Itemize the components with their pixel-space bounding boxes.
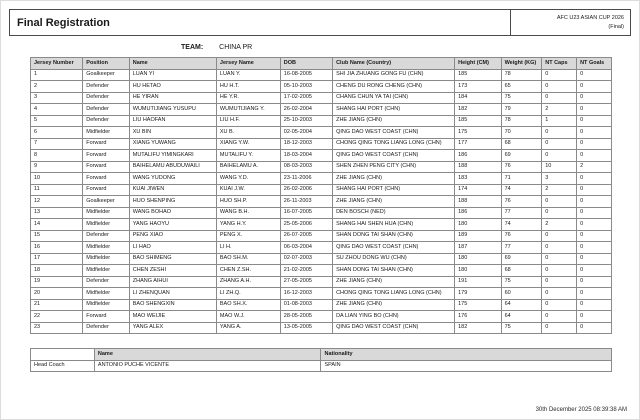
roster-cell: XU BIN	[129, 127, 216, 139]
roster-cell: DEN BOSCH (NED)	[333, 207, 455, 219]
roster-cell: 64	[501, 311, 542, 323]
roster-cell: QING DAO WEST COAST (CHN)	[333, 127, 455, 139]
roster-cell: 27-05-2005	[280, 276, 332, 288]
roster-cell: 26-02-2006	[280, 184, 332, 196]
roster-cell: 175	[455, 299, 501, 311]
roster-cell: WANG YUDONG	[129, 173, 216, 185]
roster-cell: 0	[577, 311, 612, 323]
roster-table	[30, 57, 612, 334]
team-name: CHINA PR	[219, 44, 253, 51]
roster-cell: BAIHELAMU ABUDUWAILI	[129, 161, 216, 173]
roster-cell: 182	[455, 322, 501, 334]
staff-header-row	[31, 349, 612, 361]
roster-cell: 78	[501, 115, 542, 127]
roster-cell: ZHE JIANG (CHN)	[333, 196, 455, 208]
roster-cell: WANG Y.D.	[216, 173, 280, 185]
roster-cell: HU H.T.	[216, 81, 280, 93]
roster-cell: SHANG HAI PORT (CHN)	[333, 184, 455, 196]
roster-cell: 173	[455, 81, 501, 93]
roster-cell: 184	[455, 92, 501, 104]
roster-cell: QING DAO WEST COAST (CHN)	[333, 150, 455, 162]
roster-cell: 0	[577, 265, 612, 277]
roster-row	[31, 138, 612, 150]
roster-cell: 0	[542, 276, 577, 288]
roster-cell: 0	[542, 92, 577, 104]
roster-cell: 77	[501, 242, 542, 254]
roster-cell: 16-12-2003	[280, 288, 332, 300]
roster-cell: Defender	[83, 322, 129, 334]
roster-row	[31, 253, 612, 265]
roster-cell: 188	[455, 196, 501, 208]
roster-column-header: Club Name (Country)	[333, 58, 455, 70]
roster-header	[31, 58, 612, 70]
roster-cell: ZHE JIANG (CHN)	[333, 115, 455, 127]
roster-cell: 20	[31, 288, 83, 300]
roster-cell: 0	[542, 81, 577, 93]
roster-cell: 180	[455, 253, 501, 265]
roster-cell: 183	[455, 173, 501, 185]
roster-cell: 191	[455, 276, 501, 288]
roster-cell: 26-07-2005	[280, 230, 332, 242]
roster-cell: 23-11-2006	[280, 173, 332, 185]
roster-cell: YANG A.	[216, 322, 280, 334]
roster-cell: 0	[577, 92, 612, 104]
roster-cell: SHAN DONG TAI SHAN (CHN)	[333, 230, 455, 242]
roster-cell: 187	[455, 242, 501, 254]
roster-cell: 18-12-2003	[280, 138, 332, 150]
roster-cell: 185	[455, 69, 501, 81]
roster-cell: BAO SHENGXIN	[129, 299, 216, 311]
roster-cell: 76	[501, 196, 542, 208]
roster-cell: 21	[31, 299, 83, 311]
roster-cell: 01-08-2003	[280, 299, 332, 311]
roster-cell: Midfielder	[83, 127, 129, 139]
roster-cell: 0	[577, 207, 612, 219]
roster-cell: Defender	[83, 104, 129, 116]
roster-cell: BAO SHIMENG	[129, 253, 216, 265]
roster-cell: 0	[577, 219, 612, 231]
roster-cell: 60	[501, 288, 542, 300]
staff-column-header: Name	[94, 349, 321, 361]
roster-cell: Goalkeeper	[83, 196, 129, 208]
roster-row	[31, 265, 612, 277]
roster-cell: 12	[31, 196, 83, 208]
roster-cell: 1	[542, 115, 577, 127]
roster-cell: ZHANG AIHUI	[129, 276, 216, 288]
roster-cell: 13	[31, 207, 83, 219]
roster-cell: Goalkeeper	[83, 69, 129, 81]
roster-cell: 0	[542, 230, 577, 242]
roster-cell: 21-02-2005	[280, 265, 332, 277]
roster-cell: 185	[455, 115, 501, 127]
roster-cell: 25-05-2006	[280, 219, 332, 231]
roster-cell: 6	[31, 127, 83, 139]
roster-cell: 0	[542, 150, 577, 162]
roster-cell: 17	[31, 253, 83, 265]
staff-cell: ANTONIO PUCHE VICENTE	[94, 360, 321, 372]
roster-cell: 68	[501, 138, 542, 150]
staff-column-header	[31, 349, 95, 361]
staff-cell: SPAIN	[321, 360, 612, 372]
roster-cell: Forward	[83, 184, 129, 196]
roster-cell: 186	[455, 207, 501, 219]
roster-row	[31, 127, 612, 139]
roster-cell: 75	[501, 322, 542, 334]
roster-cell: 79	[501, 104, 542, 116]
roster-cell: YANG H.Y.	[216, 219, 280, 231]
roster-cell: BAIHELAMU A.	[216, 161, 280, 173]
roster-cell: 8	[31, 150, 83, 162]
roster-cell: 0	[542, 69, 577, 81]
roster-cell: WUMUTIJIANG Y.	[216, 104, 280, 116]
roster-cell: 16-08-2005	[280, 69, 332, 81]
roster-cell: MAO WEIJIE	[129, 311, 216, 323]
roster-cell: CHONG QING TONG LIANG LONG (CHN)	[333, 138, 455, 150]
roster-cell: 69	[501, 150, 542, 162]
roster-cell: 5	[31, 115, 83, 127]
roster-cell: 1	[31, 69, 83, 81]
roster-cell: 76	[501, 230, 542, 242]
roster-cell: HE Y.R.	[216, 92, 280, 104]
roster-cell: 25-10-2003	[280, 115, 332, 127]
roster-cell: 0	[577, 299, 612, 311]
roster-row	[31, 184, 612, 196]
roster-cell: Midfielder	[83, 242, 129, 254]
roster-cell: YANG HAOYU	[129, 219, 216, 231]
roster-cell: 0	[577, 276, 612, 288]
roster-cell: LI HAO	[129, 242, 216, 254]
roster-cell: 05-10-2003	[280, 81, 332, 93]
print-timestamp: 30th December 2025 08:39:38 AM	[535, 407, 627, 413]
roster-column-header: NT Goals	[577, 58, 612, 70]
roster-cell: 0	[577, 253, 612, 265]
staff-body	[31, 360, 612, 372]
roster-row	[31, 161, 612, 173]
roster-cell: 70	[501, 127, 542, 139]
roster-cell: PENG X.	[216, 230, 280, 242]
page-title: Final Registration	[17, 17, 110, 29]
roster-cell: MUTALIFU YIMINGKARI	[129, 150, 216, 162]
roster-cell: QING DAO WEST COAST (CHN)	[333, 322, 455, 334]
roster-cell: 0	[542, 138, 577, 150]
roster-cell: 77	[501, 207, 542, 219]
roster-cell: 180	[455, 265, 501, 277]
roster-body	[31, 69, 612, 334]
roster-cell: 69	[501, 253, 542, 265]
roster-cell: WUMUTIJIANG YUSUPU	[129, 104, 216, 116]
roster-cell: HUO SHENPING	[129, 196, 216, 208]
roster-row	[31, 207, 612, 219]
roster-cell: 0	[542, 196, 577, 208]
roster-cell: HU HETAO	[129, 81, 216, 93]
roster-cell: 78	[501, 69, 542, 81]
roster-cell: SU ZHOU DONG WU (CHN)	[333, 253, 455, 265]
staff-header	[31, 349, 612, 361]
roster-row	[31, 104, 612, 116]
roster-cell: BAO SH.M.	[216, 253, 280, 265]
roster-cell: 18-03-2004	[280, 150, 332, 162]
roster-cell: 2	[542, 219, 577, 231]
roster-cell: 2	[31, 81, 83, 93]
roster-cell: 02-05-2004	[280, 127, 332, 139]
roster-row	[31, 322, 612, 334]
roster-cell: LUAN YI	[129, 69, 216, 81]
roster-cell: Forward	[83, 161, 129, 173]
roster-cell: 26-02-2004	[280, 104, 332, 116]
roster-cell: 179	[455, 288, 501, 300]
roster-cell: 0	[542, 242, 577, 254]
roster-cell: 16-07-2005	[280, 207, 332, 219]
roster-cell: 0	[577, 69, 612, 81]
roster-cell: ZHE JIANG (CHN)	[333, 299, 455, 311]
roster-cell: Midfielder	[83, 219, 129, 231]
roster-cell: PENG XIAO	[129, 230, 216, 242]
roster-row	[31, 196, 612, 208]
roster-cell: 3	[542, 173, 577, 185]
roster-row	[31, 299, 612, 311]
roster-cell: 14	[31, 219, 83, 231]
roster-cell: 0	[577, 81, 612, 93]
roster-cell: HUO SH.P.	[216, 196, 280, 208]
staff-column-header: Nationality	[321, 349, 612, 361]
roster-cell: 7	[31, 138, 83, 150]
roster-row	[31, 81, 612, 93]
roster-cell: 180	[455, 219, 501, 231]
competition-info	[510, 10, 630, 35]
roster-cell: Forward	[83, 311, 129, 323]
roster-cell: 2	[542, 104, 577, 116]
roster-cell: Defender	[83, 81, 129, 93]
roster-cell: SHANG HAI PORT (CHN)	[333, 104, 455, 116]
roster-cell: 188	[455, 161, 501, 173]
roster-cell: 75	[501, 92, 542, 104]
roster-cell: 23	[31, 322, 83, 334]
roster-cell: 0	[542, 253, 577, 265]
roster-cell: CHANG CHUN YA TAI (CHN)	[333, 92, 455, 104]
roster-cell: 0	[577, 322, 612, 334]
roster-cell: Midfielder	[83, 207, 129, 219]
roster-cell: 0	[577, 242, 612, 254]
roster-cell: MAO W.J.	[216, 311, 280, 323]
roster-cell: SHANG HAI SHEN HUA (CHN)	[333, 219, 455, 231]
roster-cell: CHONG QING TONG LIANG LONG (CHN)	[333, 288, 455, 300]
roster-cell: Midfielder	[83, 253, 129, 265]
roster-cell: 186	[455, 150, 501, 162]
document-header	[9, 9, 631, 36]
roster-cell: 64	[501, 299, 542, 311]
roster-cell: BAO SH.X.	[216, 299, 280, 311]
team-line	[9, 36, 631, 57]
roster-cell: 0	[542, 299, 577, 311]
roster-row	[31, 92, 612, 104]
roster-cell: 17-02-2005	[280, 92, 332, 104]
roster-cell: 0	[577, 115, 612, 127]
roster-cell: 08-03-2003	[280, 161, 332, 173]
roster-cell: Forward	[83, 150, 129, 162]
roster-cell: 15	[31, 230, 83, 242]
roster-cell: 22	[31, 311, 83, 323]
roster-cell: CHEN ZESHI	[129, 265, 216, 277]
team-label: TEAM:	[181, 44, 204, 51]
roster-cell: 0	[577, 150, 612, 162]
roster-cell: 4	[31, 104, 83, 116]
roster-cell: 16	[31, 242, 83, 254]
roster-cell: LIU HAOFAN	[129, 115, 216, 127]
roster-cell: XU B.	[216, 127, 280, 139]
roster-cell: LI ZHENQUAN	[129, 288, 216, 300]
roster-cell: Midfielder	[83, 265, 129, 277]
roster-row	[31, 311, 612, 323]
roster-cell: MUTALIFU Y.	[216, 150, 280, 162]
roster-cell: 74	[501, 184, 542, 196]
roster-cell: WANG B.H.	[216, 207, 280, 219]
roster-cell: 0	[542, 265, 577, 277]
roster-cell: Forward	[83, 138, 129, 150]
roster-row	[31, 173, 612, 185]
roster-cell: 0	[542, 288, 577, 300]
roster-cell: ZHE JIANG (CHN)	[333, 276, 455, 288]
roster-row	[31, 276, 612, 288]
roster-column-header: DOB	[280, 58, 332, 70]
roster-cell: 71	[501, 173, 542, 185]
roster-cell: XIANG Y.W.	[216, 138, 280, 150]
roster-cell: Defender	[83, 276, 129, 288]
roster-cell: CHENG DU RONG CHENG (CHN)	[333, 81, 455, 93]
roster-row	[31, 242, 612, 254]
roster-cell: SHAN DONG TAI SHAN (CHN)	[333, 265, 455, 277]
roster-cell: 0	[542, 127, 577, 139]
roster-cell: 3	[31, 92, 83, 104]
roster-column-header: Height (CM)	[455, 58, 501, 70]
roster-cell: WANG BOHAO	[129, 207, 216, 219]
roster-cell: KUAI J.W.	[216, 184, 280, 196]
roster-cell: 10	[542, 161, 577, 173]
roster-cell: KUAI JIWEN	[129, 184, 216, 196]
roster-cell: Midfielder	[83, 299, 129, 311]
roster-cell: 75	[501, 276, 542, 288]
roster-cell: 26-11-2003	[280, 196, 332, 208]
staff-cell: Head Coach	[31, 360, 95, 372]
competition-stage: (Final)	[608, 23, 624, 30]
roster-column-header: Name	[129, 58, 216, 70]
roster-cell: XIANG YUWANG	[129, 138, 216, 150]
roster-column-header: Jersey Number	[31, 58, 83, 70]
roster-cell: 0	[577, 127, 612, 139]
roster-cell: 0	[577, 138, 612, 150]
roster-row	[31, 115, 612, 127]
roster-cell: HE YIRAN	[129, 92, 216, 104]
roster-cell: Forward	[83, 173, 129, 185]
roster-cell: 175	[455, 127, 501, 139]
roster-cell: LUAN Y.	[216, 69, 280, 81]
roster-row	[31, 219, 612, 231]
roster-cell: Midfielder	[83, 288, 129, 300]
roster-cell: Defender	[83, 92, 129, 104]
roster-cell: 0	[542, 207, 577, 219]
competition-name: AFC U23 ASIAN CUP 2026	[556, 15, 624, 21]
roster-cell: 74	[501, 219, 542, 231]
roster-cell: 19	[31, 276, 83, 288]
roster-cell: 18	[31, 265, 83, 277]
roster-cell: YANG ALEX	[129, 322, 216, 334]
roster-cell: 02-07-2003	[280, 253, 332, 265]
roster-cell: 0	[577, 173, 612, 185]
roster-header-row	[31, 58, 612, 70]
roster-cell: Defender	[83, 230, 129, 242]
roster-cell: 0	[577, 288, 612, 300]
roster-row	[31, 150, 612, 162]
roster-row	[31, 69, 612, 81]
roster-cell: 177	[455, 138, 501, 150]
roster-column-header: NT Caps	[542, 58, 577, 70]
roster-cell: 0	[577, 230, 612, 242]
roster-cell: ZHE JIANG (CHN)	[333, 173, 455, 185]
roster-cell: SHI JIA ZHUANG GONG FU (CHN)	[333, 69, 455, 81]
roster-cell: 2	[542, 184, 577, 196]
roster-column-header: Weight (KG)	[501, 58, 542, 70]
roster-cell: 9	[31, 161, 83, 173]
roster-column-header: Position	[83, 58, 129, 70]
roster-cell: 65	[501, 81, 542, 93]
roster-cell: 06-03-2004	[280, 242, 332, 254]
roster-row	[31, 288, 612, 300]
roster-column-header: Jersey Name	[216, 58, 280, 70]
roster-cell: SHEN ZHEN PENG CITY (CHN)	[333, 161, 455, 173]
roster-cell: QING DAO WEST COAST (CHN)	[333, 242, 455, 254]
roster-cell: 0	[542, 322, 577, 334]
roster-cell: LIU H.F.	[216, 115, 280, 127]
roster-cell: LI ZH.Q.	[216, 288, 280, 300]
staff-row	[31, 360, 612, 372]
roster-cell: ZHANG A.H.	[216, 276, 280, 288]
staff-table	[30, 348, 612, 372]
roster-cell: 13-05-2005	[280, 322, 332, 334]
roster-cell: 0	[577, 196, 612, 208]
roster-cell: 10	[31, 173, 83, 185]
roster-cell: 0	[542, 311, 577, 323]
roster-cell: LI H.	[216, 242, 280, 254]
roster-cell: 0	[577, 104, 612, 116]
roster-cell: 176	[455, 311, 501, 323]
roster-cell: 11	[31, 184, 83, 196]
roster-cell: CHEN Z.SH.	[216, 265, 280, 277]
roster-cell: 76	[501, 161, 542, 173]
roster-cell: 2	[577, 161, 612, 173]
roster-row	[31, 230, 612, 242]
roster-cell: 182	[455, 104, 501, 116]
roster-cell: 0	[577, 184, 612, 196]
roster-cell: 68	[501, 265, 542, 277]
roster-cell: Defender	[83, 115, 129, 127]
roster-cell: 189	[455, 230, 501, 242]
roster-cell: DA LIAN YING BO (CHN)	[333, 311, 455, 323]
roster-cell: 28-05-2005	[280, 311, 332, 323]
roster-cell: 174	[455, 184, 501, 196]
